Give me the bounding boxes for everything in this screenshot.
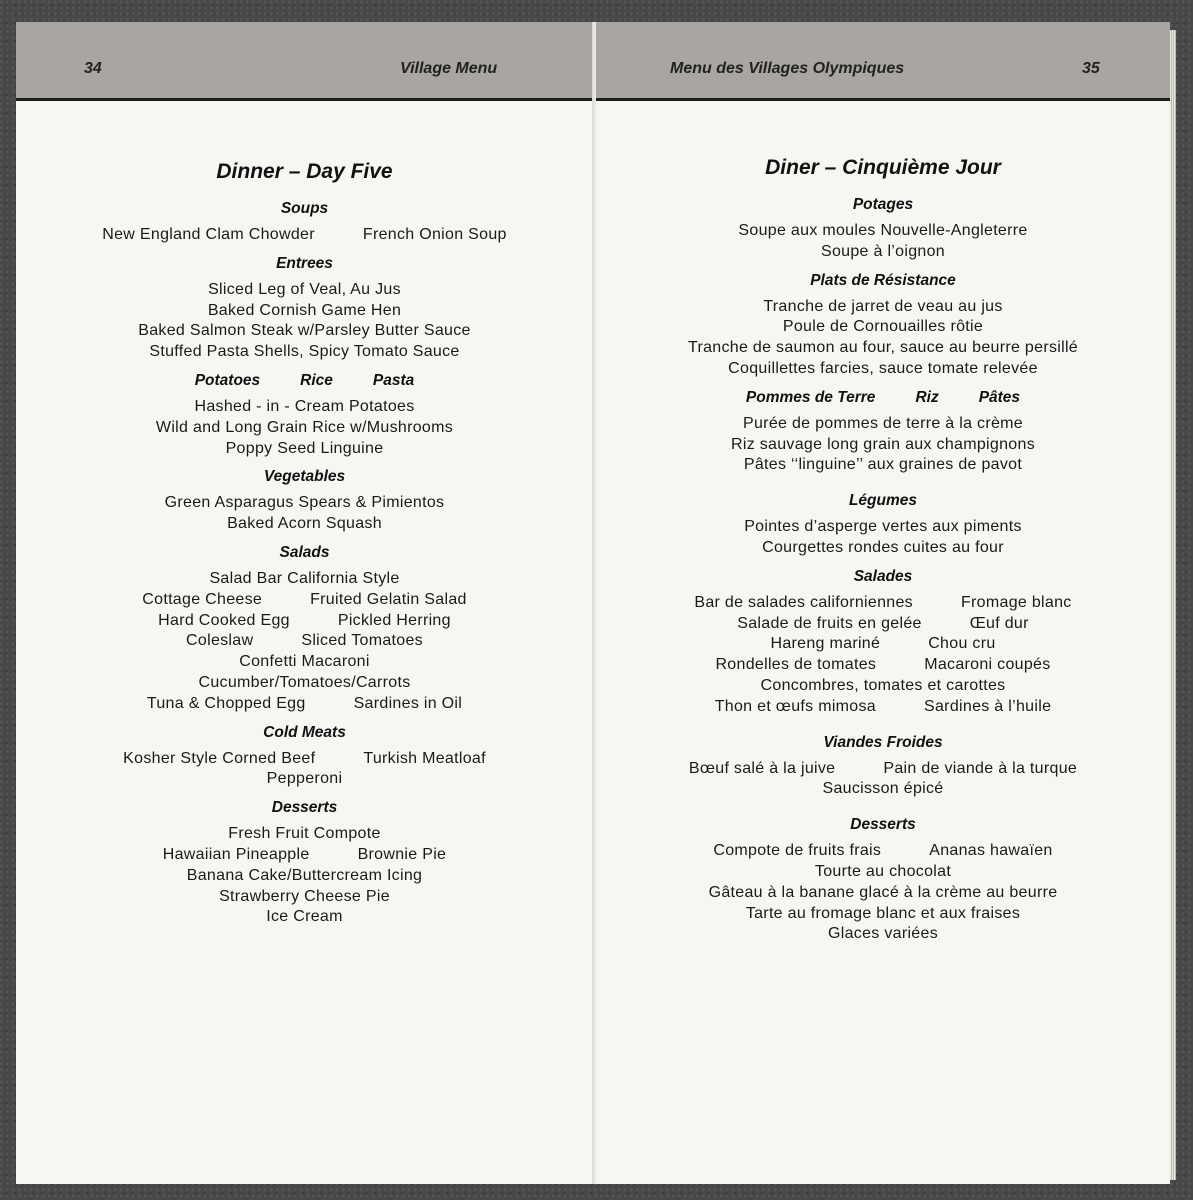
menu-item-row	[16, 225, 593, 246]
menu-item: Baked Cornish Game Hen	[207, 301, 402, 319]
menu-item: Gâteau à la banane glacé à la crème au beurre	[708, 883, 1058, 901]
section-heading-starches	[16, 372, 593, 390]
menu-item: Tourte au chocolat	[814, 862, 952, 880]
right-menu	[596, 156, 1170, 945]
menu-item-row	[596, 841, 1170, 862]
legumes-list	[596, 517, 1170, 559]
menu-item: Baked Acorn Squash	[227, 515, 382, 533]
menu-item-row	[16, 749, 593, 770]
menu-item: Cucumber/Tomatoes/Carrots	[198, 673, 411, 691]
heading-rice: Rice	[300, 371, 333, 389]
menu-item: Stuffed Pasta Shells, Spicy Tomato Sauce	[149, 343, 460, 361]
salades-list	[596, 593, 1170, 718]
menu-item: Hareng mariné	[770, 635, 881, 653]
desserts-list	[596, 841, 1170, 945]
menu-item-row	[16, 611, 593, 632]
menu-item-row	[596, 655, 1170, 676]
menu-item-row	[16, 631, 593, 652]
menu-item-row	[16, 845, 593, 866]
menu-item: Fromage blanc	[960, 593, 1072, 611]
menu-item: Compote de fruits frais	[713, 842, 882, 860]
left-menu	[16, 160, 593, 928]
menu-item: Tuna & Chopped Egg	[146, 694, 306, 712]
menu-item: Cottage Cheese	[142, 590, 263, 608]
menu-item: Ice Cream	[266, 908, 343, 926]
left-page	[16, 22, 594, 1184]
menu-item: Concombres, tomates et carottes	[760, 676, 1006, 694]
viandes-list	[596, 759, 1170, 801]
menu-item: Wild and Long Grain Rice w/Mushrooms	[155, 418, 454, 436]
menu-item: Banana Cake/Buttercream Icing	[186, 866, 423, 884]
heading-riz: Riz	[915, 388, 939, 406]
header-title: Village Menu	[400, 60, 498, 77]
vegetables-list	[16, 493, 593, 535]
menu-item: Poule de Cornouailles rôtie	[782, 318, 984, 336]
header-title: Menu des Villages Olympiques	[670, 60, 905, 77]
salads-list	[16, 569, 593, 715]
menu-item: Sliced Tomatoes	[301, 632, 423, 650]
menu-item: Pâtes ‘‘linguine’’ aux graines de pavot	[743, 456, 1023, 474]
menu-item: Tranche de jarret de veau au jus	[763, 297, 1003, 315]
menu-item: Ananas hawaïen	[929, 842, 1053, 860]
menu-item: Salad Bar California Style	[209, 569, 400, 587]
starches-list	[596, 414, 1170, 476]
menu-item: Green Asparagus Spears & Pimientos	[164, 494, 445, 512]
page-number: 35	[1082, 60, 1100, 77]
desserts-list	[16, 824, 593, 928]
section-heading-viandes-froides: Viandes Froides	[823, 733, 943, 751]
menu-item: Sardines à l’huile	[924, 697, 1052, 715]
menu-item: Bœuf salé à la juive	[688, 759, 836, 777]
menu-item: Salade de fruits en gelée	[737, 614, 922, 632]
menu-item: Soupe aux moules Nouvelle-Angleterre	[738, 222, 1028, 239]
section-heading-salads: Salads	[279, 543, 330, 561]
section-heading-starches	[596, 389, 1170, 407]
section-heading-entrees: Entrees	[276, 254, 333, 272]
menu-item: Glaces variées	[827, 925, 939, 943]
starches-list	[16, 397, 593, 459]
right-page	[596, 22, 1170, 1184]
menu-item: Thon et œufs mimosa	[714, 697, 877, 715]
section-heading-legumes: Légumes	[848, 492, 918, 510]
menu-item: Pointes d’asperge vertes aux piments	[744, 518, 1022, 536]
menu-item: Strawberry Cheese Pie	[219, 887, 390, 905]
cold-meats-list	[16, 749, 593, 791]
page-edges	[1170, 30, 1176, 1180]
menu-item: Bar de salades californiennes	[694, 593, 913, 611]
menu-item: Fresh Fruit Compote	[228, 825, 381, 843]
entrees-list	[16, 280, 593, 363]
menu-item: Tarte au fromage blanc et aux fraises	[745, 904, 1021, 922]
right-page-header	[596, 22, 1170, 101]
menu-item: Sardines in Oil	[353, 694, 463, 712]
menu-item-row	[596, 593, 1170, 614]
section-heading-salades: Salades	[853, 567, 913, 585]
menu-item: Rondelles de tomates	[715, 656, 877, 674]
menu-item: Soupe à l’oignon	[820, 242, 945, 260]
menu-item: Kosher Style Corned Beef	[123, 749, 316, 767]
heading-pommes-de-terre: Pommes de Terre	[745, 388, 876, 406]
menu-item: Riz sauvage long grain aux champignons	[730, 435, 1036, 453]
menu-item-row	[16, 590, 593, 611]
menu-item: Poppy Seed Linguine	[225, 439, 384, 457]
menu-item: Hawaiian Pineapple	[162, 845, 310, 863]
menu-item: Œuf dur	[969, 614, 1029, 632]
menu-item: Tranche de saumon au four, sauce au beurre persillé	[687, 339, 1079, 357]
menu-item: Saucisson épicé	[822, 780, 944, 798]
menu-item: Sliced Leg of Veal, Au Jus	[208, 280, 401, 298]
menu-title: Diner – Cinquième Jour	[765, 156, 1001, 179]
menu-item: Pain de viande à la turque	[883, 759, 1078, 777]
heading-pasta: Pasta	[372, 371, 415, 389]
menu-item-row	[16, 694, 593, 715]
menu-item: Courgettes rondes cuites au four	[762, 538, 1004, 556]
section-heading-vegetables: Vegetables	[263, 468, 346, 486]
menu-item: Pepperoni	[266, 770, 343, 788]
left-page-header	[16, 22, 593, 101]
menu-item: Pickled Herring	[337, 611, 451, 629]
menu-item: Confetti Macaroni	[239, 653, 370, 671]
menu-item: Hard Cooked Egg	[158, 611, 290, 629]
menu-item: Coleslaw	[186, 632, 254, 650]
menu-item-row	[596, 634, 1170, 655]
soups-list	[16, 225, 593, 246]
section-heading-soups: Soups	[280, 200, 329, 217]
heading-potatoes: Potatoes	[194, 371, 261, 389]
menu-item-row	[596, 759, 1170, 780]
menu-item: Hashed - in - Cream Potatoes	[194, 397, 415, 415]
menu-item-row	[596, 614, 1170, 635]
menu-item: Turkish Meatloaf	[363, 749, 486, 767]
potages-list	[596, 221, 1170, 263]
heading-pates: Pâtes	[978, 388, 1021, 406]
section-heading-desserts: Desserts	[271, 799, 338, 817]
menu-item: Coquillettes farcies, sauce tomate relevée	[728, 359, 1038, 377]
plats-list	[596, 297, 1170, 380]
section-heading-potages: Potages	[852, 196, 914, 213]
menu-item-row	[596, 697, 1170, 718]
section-heading-cold-meats: Cold Meats	[263, 723, 346, 741]
menu-item: French Onion Soup	[362, 226, 507, 243]
menu-item: Baked Salmon Steak w/Parsley Butter Sauce	[138, 322, 471, 340]
menu-item: Fruited Gelatin Salad	[310, 590, 467, 608]
section-heading-desserts: Desserts	[850, 816, 916, 834]
menu-item: Macaroni coupés	[924, 656, 1051, 674]
menu-item: New England Clam Chowder	[102, 226, 315, 243]
menu-item: Purée de pommes de terre à la crème	[743, 414, 1023, 432]
section-heading-plats: Plats de Résistance	[810, 271, 956, 289]
menu-item: Brownie Pie	[357, 845, 447, 863]
page-number: 34	[84, 60, 102, 77]
menu-title: Dinner – Day Five	[216, 160, 393, 183]
menu-item: Chou cru	[928, 635, 996, 653]
